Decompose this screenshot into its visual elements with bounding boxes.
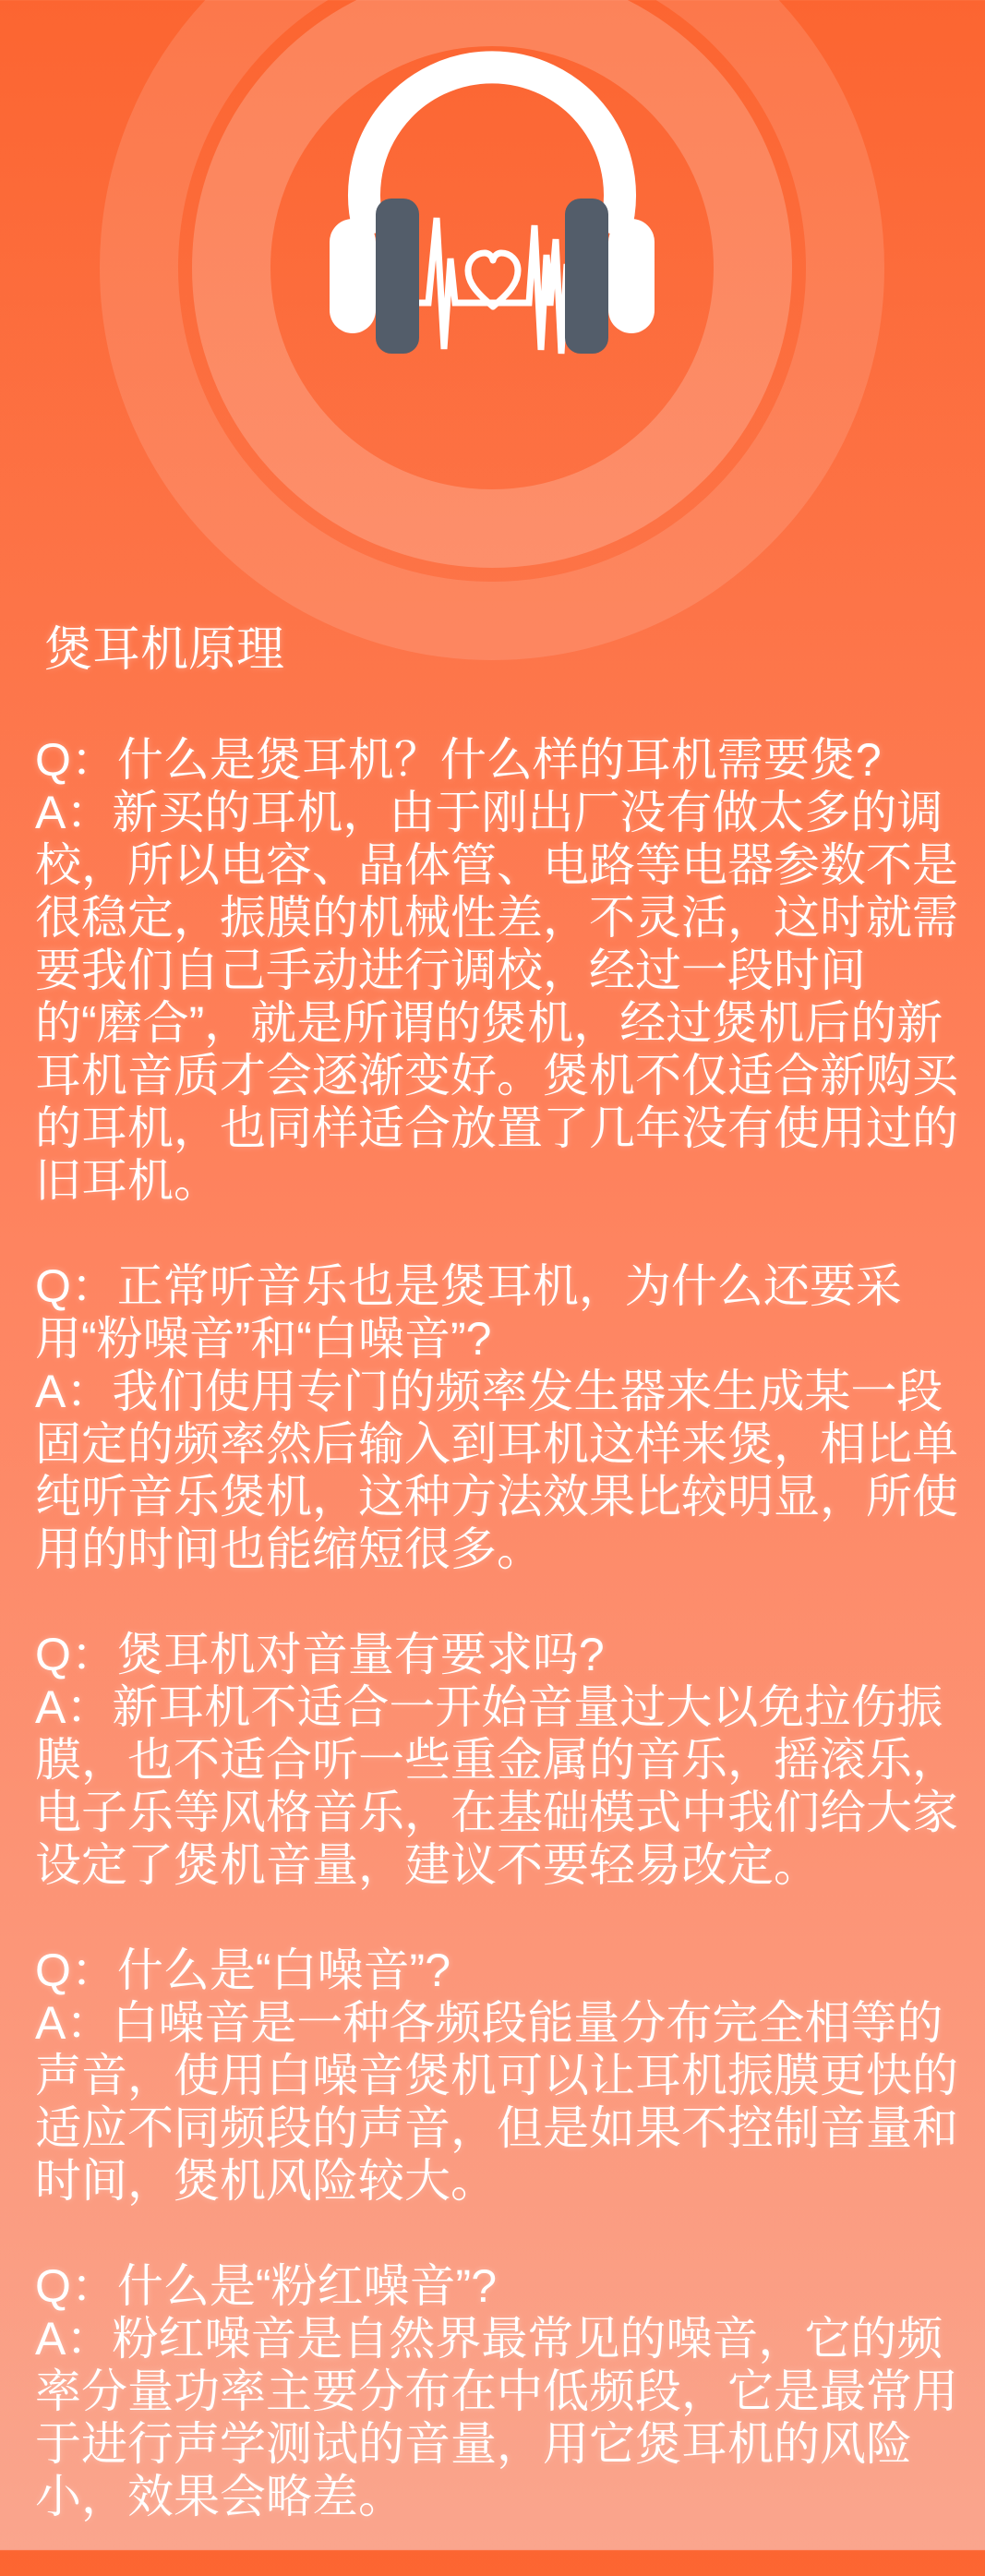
qa-block-why-noise (35, 1260, 963, 1576)
qa-block-pink-noise (35, 2260, 963, 2523)
question-text: Q：什么是“粉红噪音”? (35, 2260, 497, 2312)
answer-text: A：我们使用专门的频率发生器来生成某一段固定的频率然后输入到耳机这样来煲，相比单纯听音乐煲机，这种方法效果比较明显，所使用的时间也能缩短很多。 (35, 1366, 958, 1575)
question-text: Q：煲耳机对音量有要求吗? (35, 1629, 605, 1680)
qa-block-volume-requirement (35, 1629, 963, 1892)
answer-text: A：新耳机不适合一开始音量过大以免拉伤振膜，也不适合听一些重金属的音乐，摇滚乐，电子乐等风格音乐，在基础模式中我们给大家设定了煲机音量，建议不要轻易改定。 (35, 1681, 958, 1891)
question-text: Q：什么是“白噪音”? (35, 1944, 450, 1996)
qa-block-what-is-burn-in (35, 734, 963, 1208)
question-text: Q：正常听音乐也是煲耳机，为什么还要采用“粉噪音”和“白噪音”? (35, 1260, 902, 1365)
question-text: Q：什么是煲耳机？什么样的耳机需要煲? (35, 734, 882, 786)
answer-text: A：新买的耳机，由于刚出厂没有做太多的调校，所以电容、晶体管、电路等电器参数不是很稳定，振膜的机械性差，不灵活，这时就需要我们自己手动进行调校，经过一段时间的“磨合”，就是所谓的煲机，经过煲机后的新耳机音质才会逐渐变好。煲机不仅适合新购买的耳机，也同样适合放置了几年没有使用过的旧耳机。 (35, 787, 958, 1207)
answer-text: A：白噪音是一种各频段能量分布完全相等的声音，使用白噪音煲机可以让耳机振膜更快的适应不同频段的声音，但是如果不控制音量和时间，煲机风险较大。 (35, 1997, 958, 2207)
answer-text: A：粉红噪音是自然界最常见的噪音，它的频率分量功率主要分布在中低频段，它是最常用于进行声学测试的音量，用它煲耳机的风险小，效果会略差。 (35, 2313, 958, 2522)
qa-block-white-noise (35, 1944, 963, 2208)
page-title: 煲耳机原理 (44, 623, 285, 677)
